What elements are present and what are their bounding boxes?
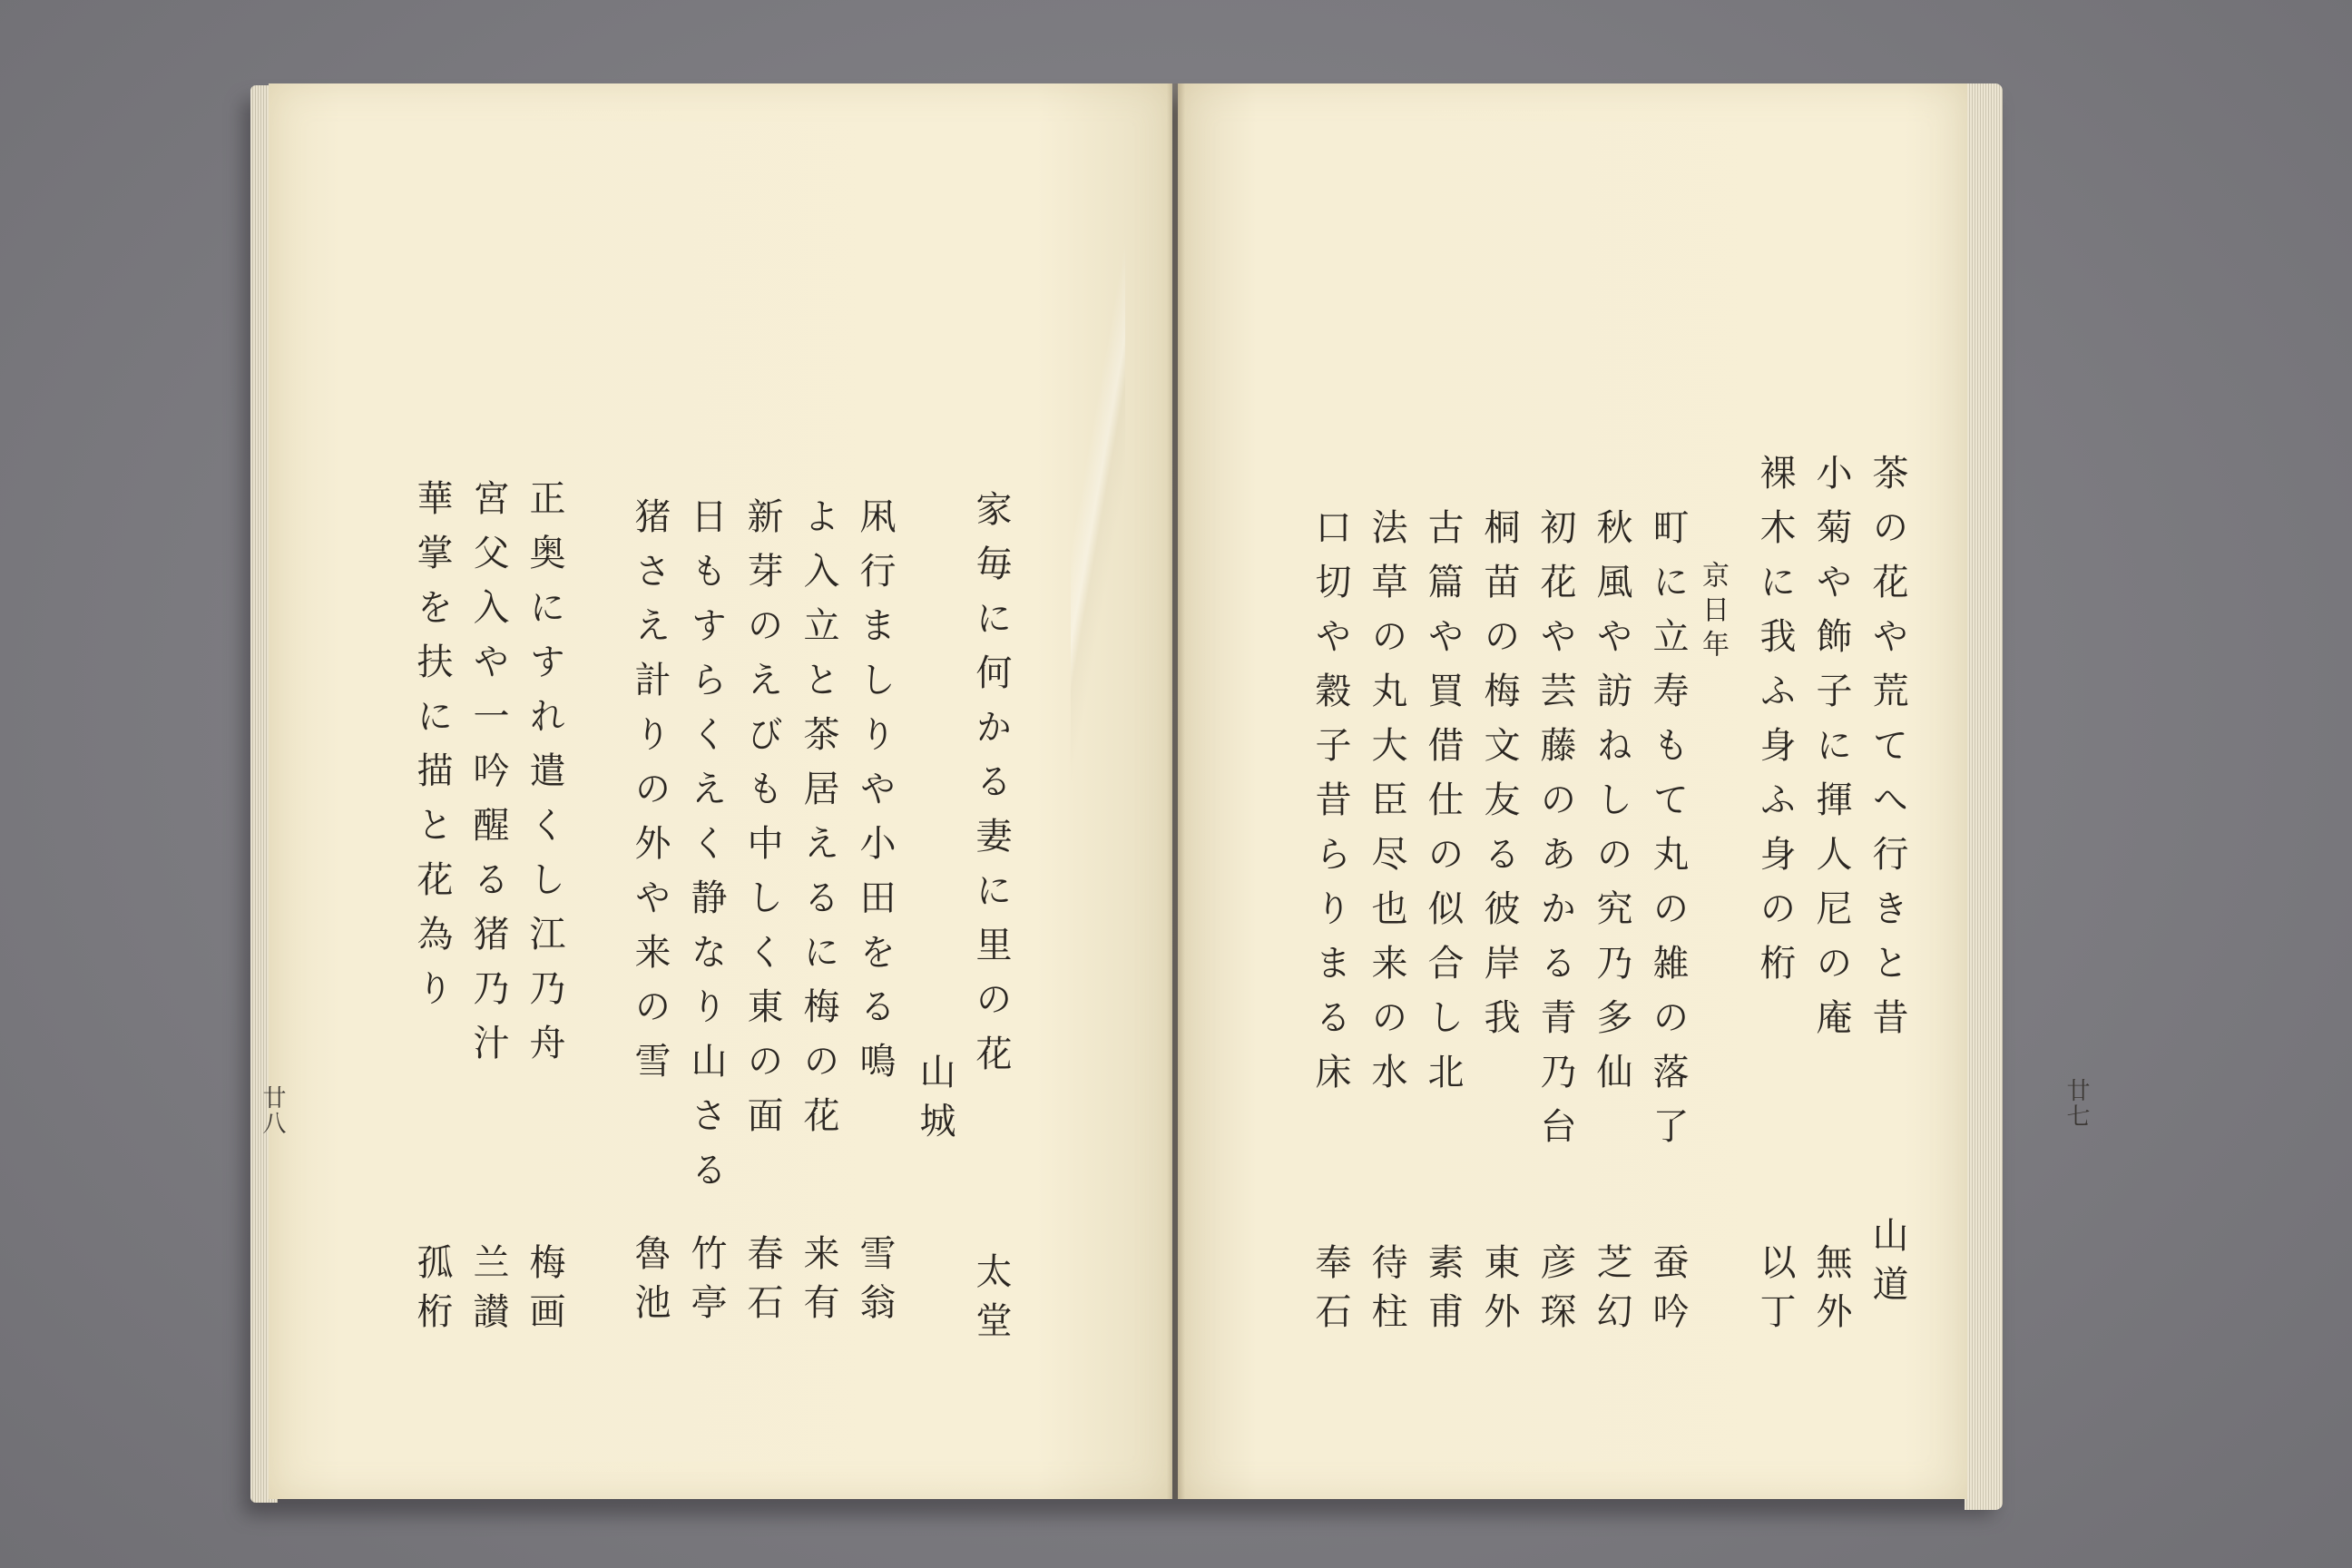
author-column: 山道 xyxy=(1867,1216,1908,1314)
author-column: 来有 xyxy=(798,1234,839,1332)
verse-column: 町に立寿もて丸の雑の落了 xyxy=(1647,508,1689,1161)
verse-column: 正奥にすれ遣くし江乃舟 xyxy=(524,479,565,1078)
verse-column: 日もすらくえく静なり山さる xyxy=(685,497,727,1205)
book-gutter xyxy=(1167,83,1185,1499)
author-column: 魯池 xyxy=(629,1234,671,1332)
verse-column: 古篇や買借仕の似合し北 xyxy=(1422,508,1464,1107)
verse-column: 初花や芸藤のあかる青乃台 xyxy=(1534,508,1576,1161)
author-column: 太堂 xyxy=(970,1252,1012,1350)
author-column: 無外 xyxy=(1810,1243,1852,1341)
verse-column: 小菊や飾子に揮人尼の庵 xyxy=(1810,454,1852,1053)
author-column: 以丁 xyxy=(1754,1243,1796,1341)
verse-column: 華掌を扶に描と花為り xyxy=(411,479,453,1024)
author-column: 蚕吟 xyxy=(1647,1243,1689,1341)
verse-column: 家毎に何かる妻に里の花 xyxy=(970,490,1012,1089)
paper-crease xyxy=(1071,163,1125,817)
verse-column: よ入立と茶居えるに梅の花 xyxy=(798,497,839,1151)
page-edges-right xyxy=(1965,83,2003,1510)
author-column: 梅画 xyxy=(524,1243,565,1341)
verse-column: 裸木に我ふ身ふ身の桁 xyxy=(1754,454,1796,998)
author-column: 雪翁 xyxy=(854,1234,896,1332)
verse-column: 猪さえ計りの外や来の雪 xyxy=(629,497,671,1096)
author-column: 待柱 xyxy=(1366,1243,1407,1341)
author-column: 奉石 xyxy=(1309,1243,1351,1341)
verse-column: 口切や穀子昔らりまる床 xyxy=(1309,508,1351,1107)
verse-column: 茶の花や荒てへ行きと昔 xyxy=(1867,454,1908,1053)
verse-column: 法草の丸大臣尽也来の水 xyxy=(1366,508,1407,1107)
author-column: 彦琛 xyxy=(1534,1243,1576,1341)
section-heading: 山城 xyxy=(914,1053,956,1151)
verse-column: 秋風や訪ねしの究乃多仙 xyxy=(1591,508,1632,1107)
author-column: 竹亭 xyxy=(685,1234,727,1332)
folio-number-right: 廿七 xyxy=(2063,1078,2090,1129)
verse-column: 桐苗の梅文友る彼岸我 xyxy=(1478,508,1520,1053)
author-column: 東外 xyxy=(1478,1243,1520,1341)
author-column: 素甫 xyxy=(1422,1243,1464,1341)
verse-column: 宮父入や一吟醒る猪乃汁 xyxy=(467,479,509,1078)
author-column: 兰讃 xyxy=(467,1243,509,1341)
verse-column: 凩行ましりや小田をる鳴 xyxy=(854,497,896,1096)
section-heading: 京日年 xyxy=(1697,561,1729,664)
author-column: 春石 xyxy=(741,1234,783,1332)
verse-column: 新芽のえびも中しく東の面 xyxy=(741,497,783,1151)
author-column: 芝幻 xyxy=(1591,1243,1632,1341)
folio-number-left: 廿八 xyxy=(259,1085,286,1136)
author-column: 孤桁 xyxy=(411,1243,453,1341)
